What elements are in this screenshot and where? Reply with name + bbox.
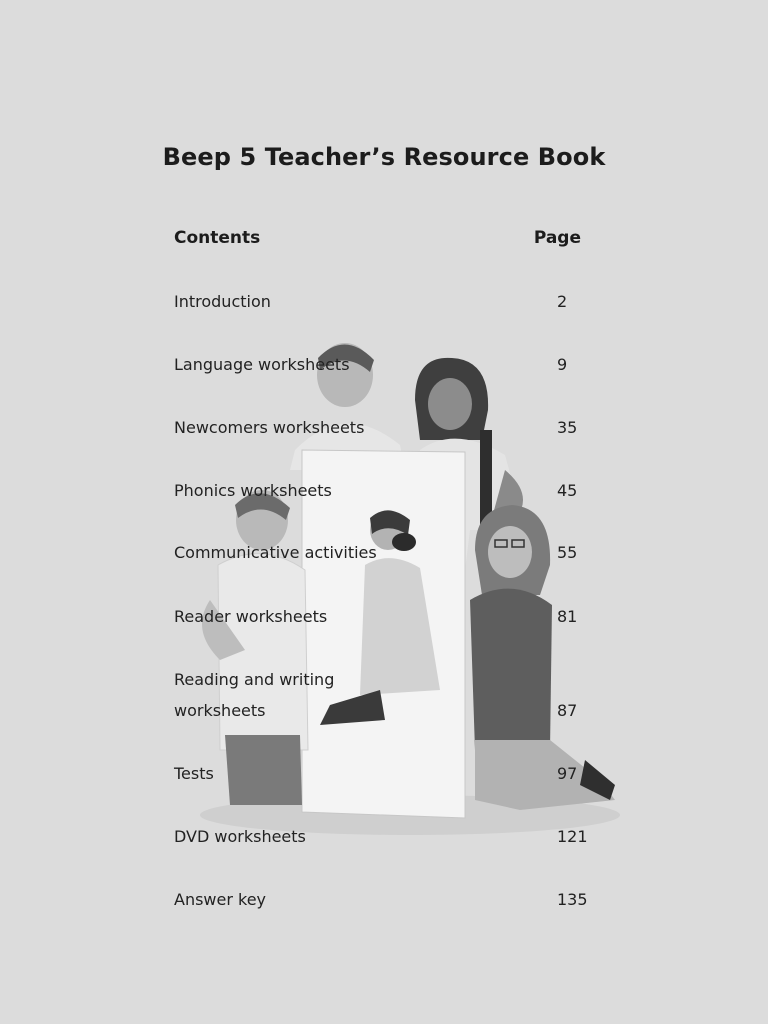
- toc-entry-page: 45: [557, 481, 578, 500]
- toc-entry-title-continued: worksheets: [174, 701, 266, 720]
- toc-entry-language-worksheets: [174, 355, 584, 379]
- toc-entry-title: Answer key: [174, 890, 267, 909]
- toc-entry-title: Tests: [174, 764, 214, 783]
- toc-entry-communicative-activities: [174, 543, 584, 567]
- toc-entry-introduction: [174, 292, 584, 316]
- toc-entry-dvd-worksheets: [174, 827, 588, 851]
- toc-entry-page: 2: [557, 292, 568, 311]
- toc-entry-page: 97: [557, 764, 578, 783]
- toc-entry-page: 9: [557, 355, 568, 374]
- contents-label: Contents: [174, 228, 261, 248]
- toc-entry-reading-and-writing-line2: [174, 701, 584, 725]
- toc-entry-tests: [174, 764, 584, 788]
- page-column-label: Page: [533, 228, 581, 248]
- toc-entry-page: 135: [557, 890, 588, 909]
- toc-entry-title: Reading and writing: [174, 670, 335, 689]
- toc-entry-reader-worksheets: [174, 607, 584, 631]
- toc-entry-page: 35: [557, 418, 578, 437]
- toc-entry-page: 81: [557, 607, 578, 626]
- toc-entry-phonics-worksheets: [174, 481, 584, 505]
- table-of-contents: [174, 0, 588, 1024]
- toc-entry-page: 121: [557, 827, 588, 846]
- toc-entry-title: Newcomers worksheets: [174, 418, 365, 437]
- toc-entry-title: Introduction: [174, 292, 271, 311]
- toc-entry-newcomers-worksheets: [174, 418, 584, 442]
- document-title: Beep 5 Teacher’s Resource Book: [162, 143, 606, 172]
- toc-entry-title: DVD worksheets: [174, 827, 306, 846]
- toc-entry-title: Phonics worksheets: [174, 481, 332, 500]
- toc-entry-answer-key: [174, 890, 588, 914]
- toc-entry-page: 55: [557, 543, 578, 562]
- toc-entry-title: Reader worksheets: [174, 607, 328, 626]
- toc-entry-page: 87: [557, 701, 578, 720]
- toc-entry-title: Language worksheets: [174, 355, 350, 374]
- toc-entry-title: Communicative activities: [174, 543, 377, 562]
- toc-entry-reading-and-writing-line1: [174, 670, 584, 694]
